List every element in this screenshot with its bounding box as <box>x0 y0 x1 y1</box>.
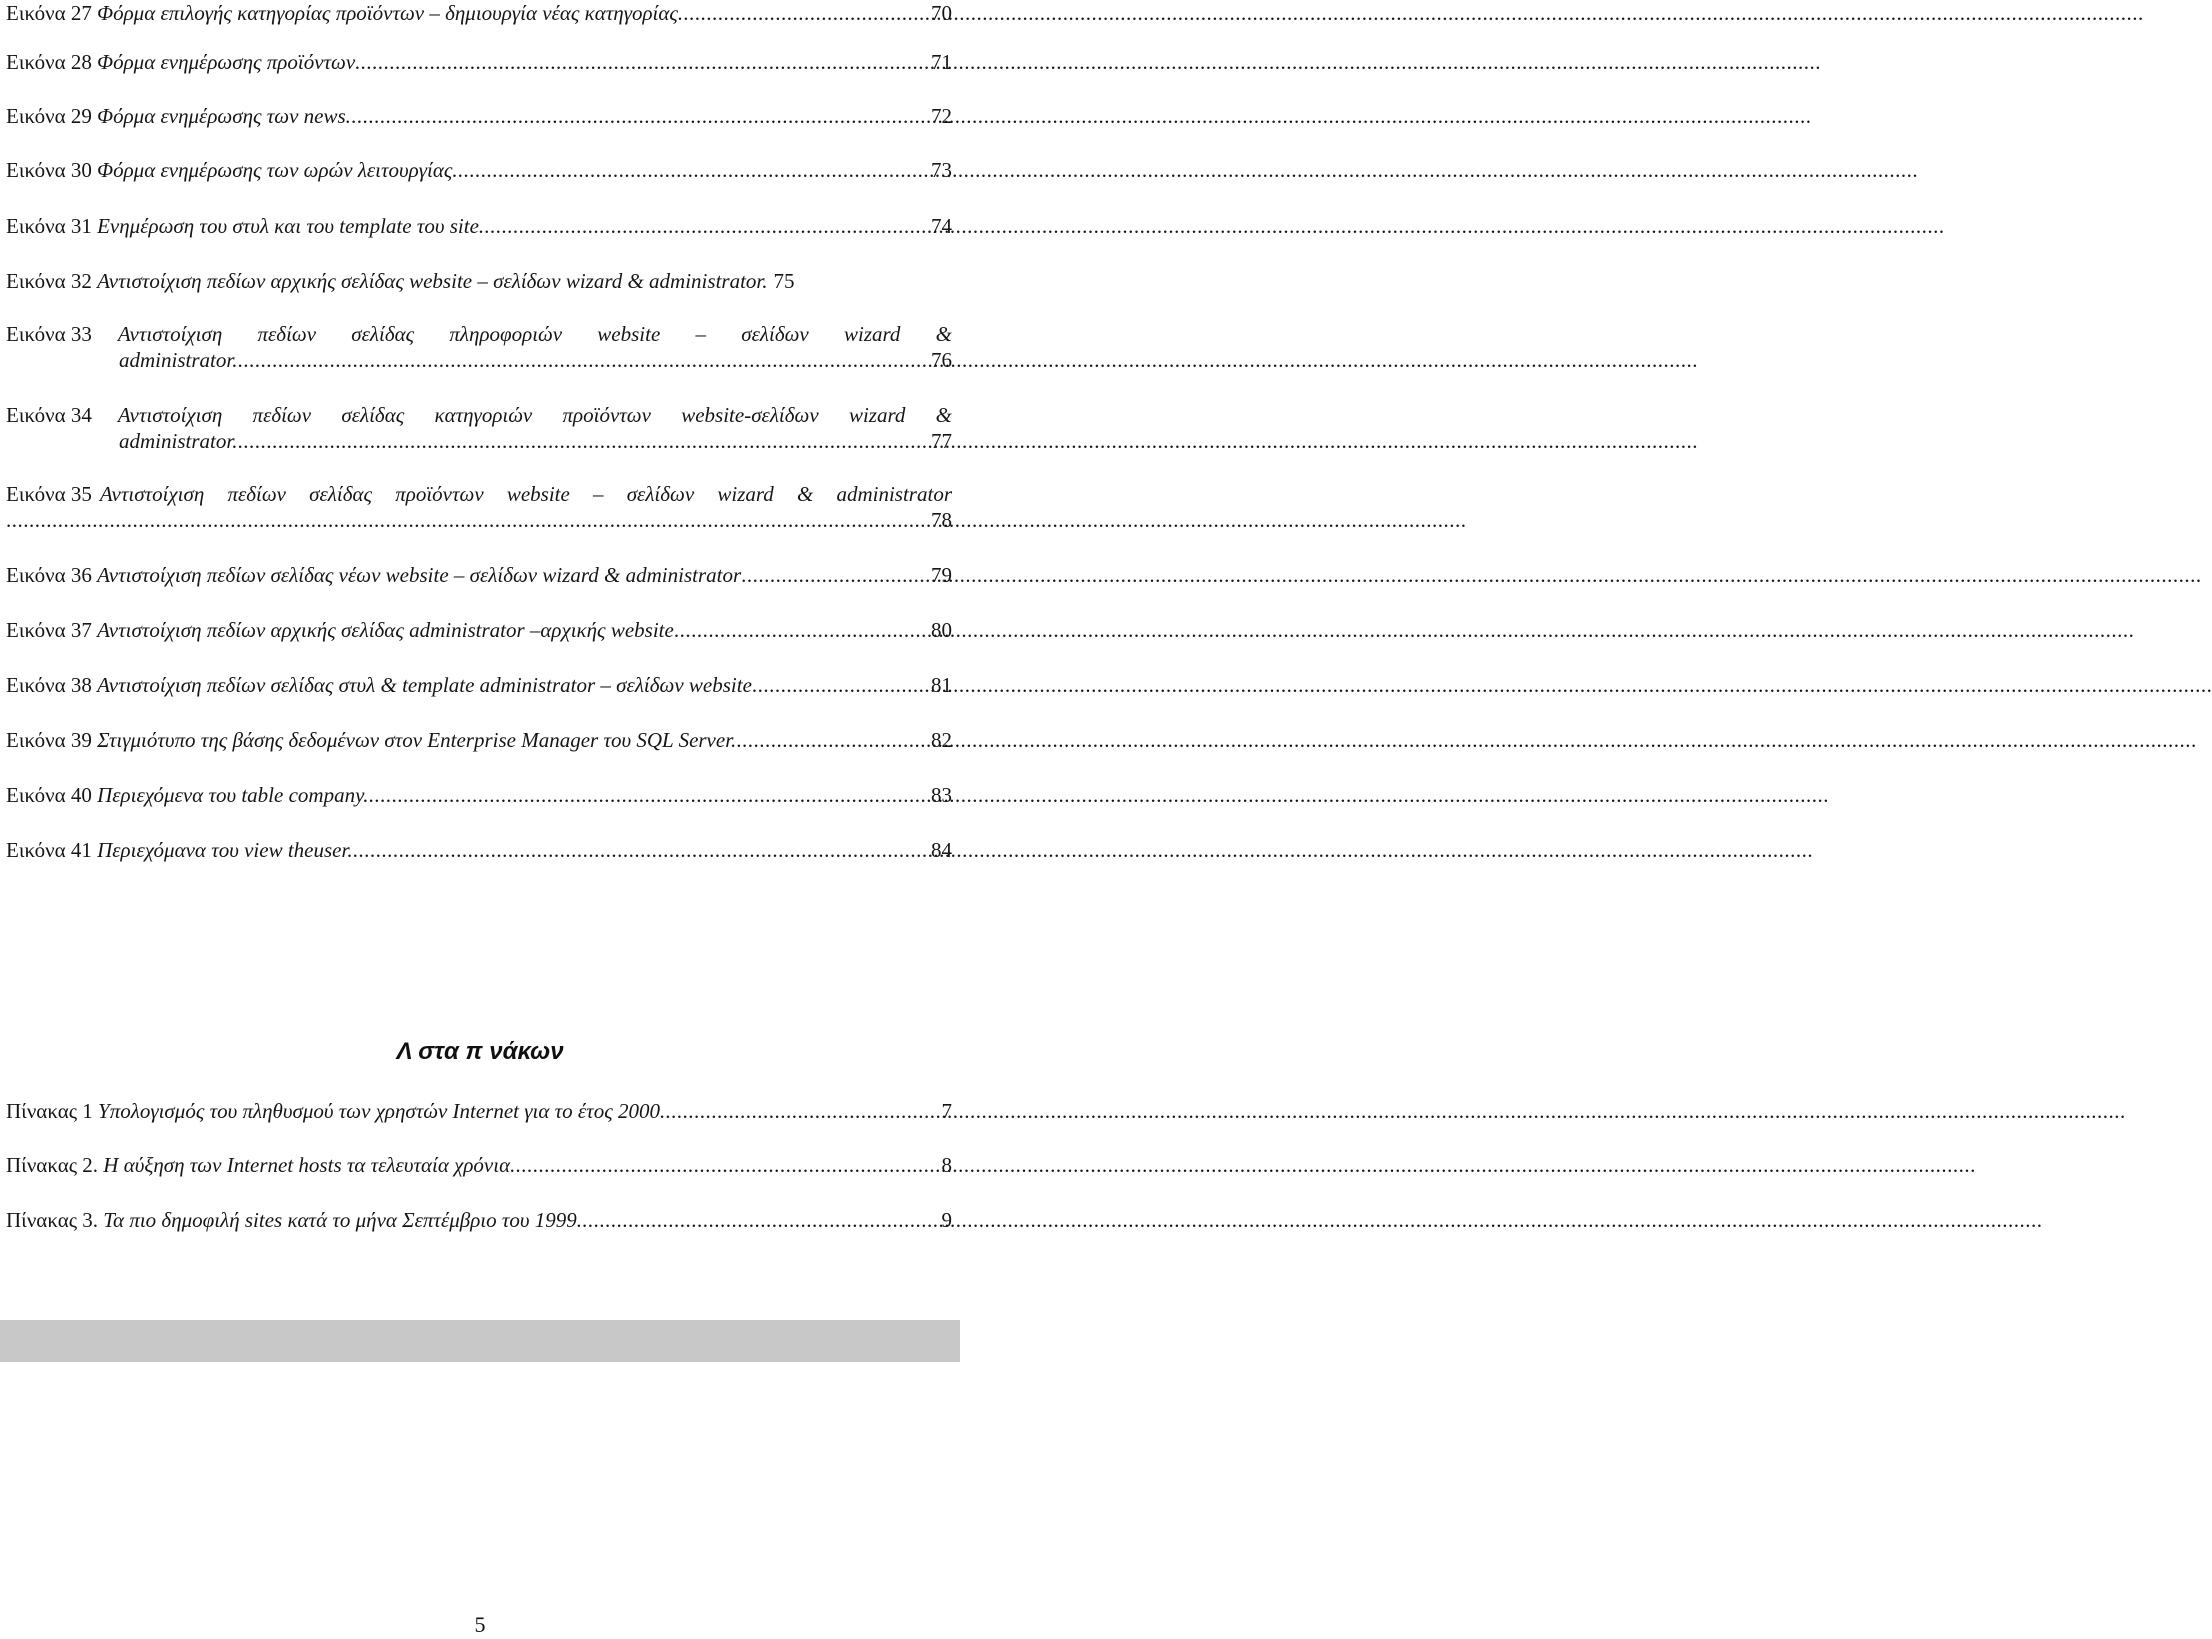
figure-page: 78 <box>931 508 952 532</box>
figure-page: 82 <box>931 728 952 752</box>
figure-title: Περιεχόμανα του view theuser. <box>97 838 353 862</box>
figure-label: Εικόνα 35 <box>6 482 92 506</box>
figure-page: 75 <box>773 269 795 293</box>
figure-page: 74 <box>931 214 952 238</box>
figure-title: Αντιστοίχιση πεδίων σελίδας προϊόντων website – σελίδων wizard & administrator <box>99 482 952 506</box>
leader-dots <box>515 1152 940 1178</box>
figure-title-line <box>6 402 952 428</box>
figure-entry-28[interactable] <box>6 49 952 75</box>
leader-dots <box>674 617 930 643</box>
figure-title: Αντιστοίχιση πεδίων σελίδας πληροφοριών website – σελίδων wizard & <box>117 322 952 346</box>
leader-dots <box>353 837 930 863</box>
table-page: 9 <box>941 1208 952 1232</box>
leader-dots <box>752 672 930 698</box>
figure-entry-41[interactable] <box>6 837 952 863</box>
leader-dots <box>458 157 930 183</box>
figure-page: 79 <box>931 563 952 587</box>
figure-title: Φόρμα ενημέρωσης προϊόντων. <box>97 50 361 74</box>
figure-title: Φόρμα ενημέρωσης των news. <box>97 104 351 128</box>
figure-label: Εικόνα 41 <box>6 838 92 862</box>
figure-label: Εικόνα 37 <box>6 618 92 642</box>
figure-title: Αντιστοίχιση πεδίων αρχικής σελίδας administrator –αρχικής website <box>97 618 674 642</box>
leader-dots <box>369 782 931 808</box>
figure-entry-36[interactable] <box>6 562 952 588</box>
figure-label: Εικόνα 34 <box>6 403 92 427</box>
figure-label: Εικόνα 31 <box>6 214 92 238</box>
figure-label: Εικόνα 27 <box>6 1 92 25</box>
leader-dots <box>351 103 930 129</box>
figure-page: 83 <box>931 783 952 807</box>
table-entry-3[interactable] <box>6 1207 952 1233</box>
figure-title: Αντιστοίχιση πεδίων σελίδας νέων website – σελίδων wizard & administrator <box>97 563 742 587</box>
figure-label: Εικόνα 39 <box>6 728 92 752</box>
table-page: 8 <box>941 1153 952 1177</box>
figure-entry-37[interactable] <box>6 617 952 643</box>
figure-label: Εικόνα 40 <box>6 783 92 807</box>
page-number: 5 <box>474 1612 486 1637</box>
figure-label: Εικόνα 30 <box>6 158 92 182</box>
table-title: Τα πιο δημοφιλή sites κατά το μήνα Σεπτέμβριο του 1999. <box>103 1208 583 1232</box>
figure-entry-30[interactable] <box>6 157 952 183</box>
figure-entry-35[interactable] <box>6 481 952 533</box>
figure-entry-31[interactable] <box>6 213 952 239</box>
figure-page: 71 <box>931 50 952 74</box>
table-label: Πίνακας 3. <box>6 1208 99 1232</box>
table-label: Πίνακας 1 <box>6 1099 93 1123</box>
leader-dots <box>484 213 930 239</box>
figure-entry-39[interactable] <box>6 727 952 753</box>
figure-entry-34[interactable] <box>6 402 952 454</box>
figure-label: Εικόνα 38 <box>6 673 92 697</box>
figure-title: Περιεχόμενα του table company. <box>97 783 369 807</box>
figure-title: Αντιστοίχιση πεδίων αρχικής σελίδας website – σελίδων wizard & administrator. <box>97 269 768 293</box>
figure-title: Ενημέρωση του στυλ και του template του site. <box>97 214 485 238</box>
figure-entry-29[interactable] <box>6 103 952 129</box>
figure-title: Φόρμα επιλογής κατηγορίας προϊόντων – δημιουργία νέας κατηγορίας. <box>97 1 684 25</box>
table-title: Υπολογισμός του πληθυσμού των χρηστών Internet για το έτος 2000. <box>98 1099 666 1123</box>
figure-label: Εικόνα 28 <box>6 50 92 74</box>
figure-page: 76 <box>931 348 952 372</box>
leader-dots <box>741 562 930 588</box>
figure-page: 80 <box>931 618 952 642</box>
figure-entry-33[interactable] <box>6 321 952 373</box>
leader-dots <box>237 428 930 454</box>
figure-title-continued: administrator. <box>119 429 238 453</box>
leader-dots <box>237 347 930 373</box>
figure-title-continued: administrator. <box>119 348 238 372</box>
figure-title: Αντιστοίχιση πεδίων σελίδας στυλ & template administrator – σελίδων website <box>97 673 752 697</box>
figure-label: Εικόνα 32 <box>6 269 92 293</box>
figure-entry-27[interactable] <box>6 0 952 26</box>
figure-title: Αντιστοίχιση πεδίων σελίδας κατηγοριών προϊόντων website-σελίδων wizard & <box>117 403 952 427</box>
figure-title-line <box>6 481 952 507</box>
figure-page: 84 <box>931 838 952 862</box>
figure-label: Εικόνα 36 <box>6 563 92 587</box>
figure-entry-38[interactable] <box>6 672 952 698</box>
figure-page: 73 <box>931 158 952 182</box>
table-page: 7 <box>941 1099 952 1123</box>
table-entry-2[interactable] <box>6 1152 952 1178</box>
figure-entry-32[interactable] <box>6 268 952 294</box>
figure-label: Εικόνα 29 <box>6 104 92 128</box>
figure-title-line <box>6 321 952 347</box>
grey-separator-bar <box>0 1320 960 1362</box>
figure-page: 81 <box>931 673 952 697</box>
leader-dots <box>582 1207 940 1233</box>
figure-page: 70 <box>931 1 952 25</box>
table-label: Πίνακας 2. <box>6 1153 99 1177</box>
table-title: Η αύξηση των Internet hosts τα τελευταία χρόνια. <box>103 1153 516 1177</box>
figure-title: Στιγμιότυπο της βάσης δεδομένων στον Enterprise Manager του SQL Server. <box>97 728 737 752</box>
figure-label: Εικόνα 33 <box>6 322 92 346</box>
figure-entry-40[interactable] <box>6 782 952 808</box>
leader-dots <box>360 49 930 75</box>
leader-dots <box>6 507 930 533</box>
leader-dots <box>665 1098 940 1124</box>
leader-dots <box>736 727 930 753</box>
figure-page: 77 <box>931 429 952 453</box>
tables-heading: Λ στα π νάκων <box>396 1038 564 1065</box>
leader-dots <box>683 0 930 26</box>
table-entry-1[interactable] <box>6 1098 952 1124</box>
figure-page: 72 <box>931 104 952 128</box>
figure-title: Φόρμα ενημέρωσης των ωρών λειτουργίας. <box>97 158 458 182</box>
